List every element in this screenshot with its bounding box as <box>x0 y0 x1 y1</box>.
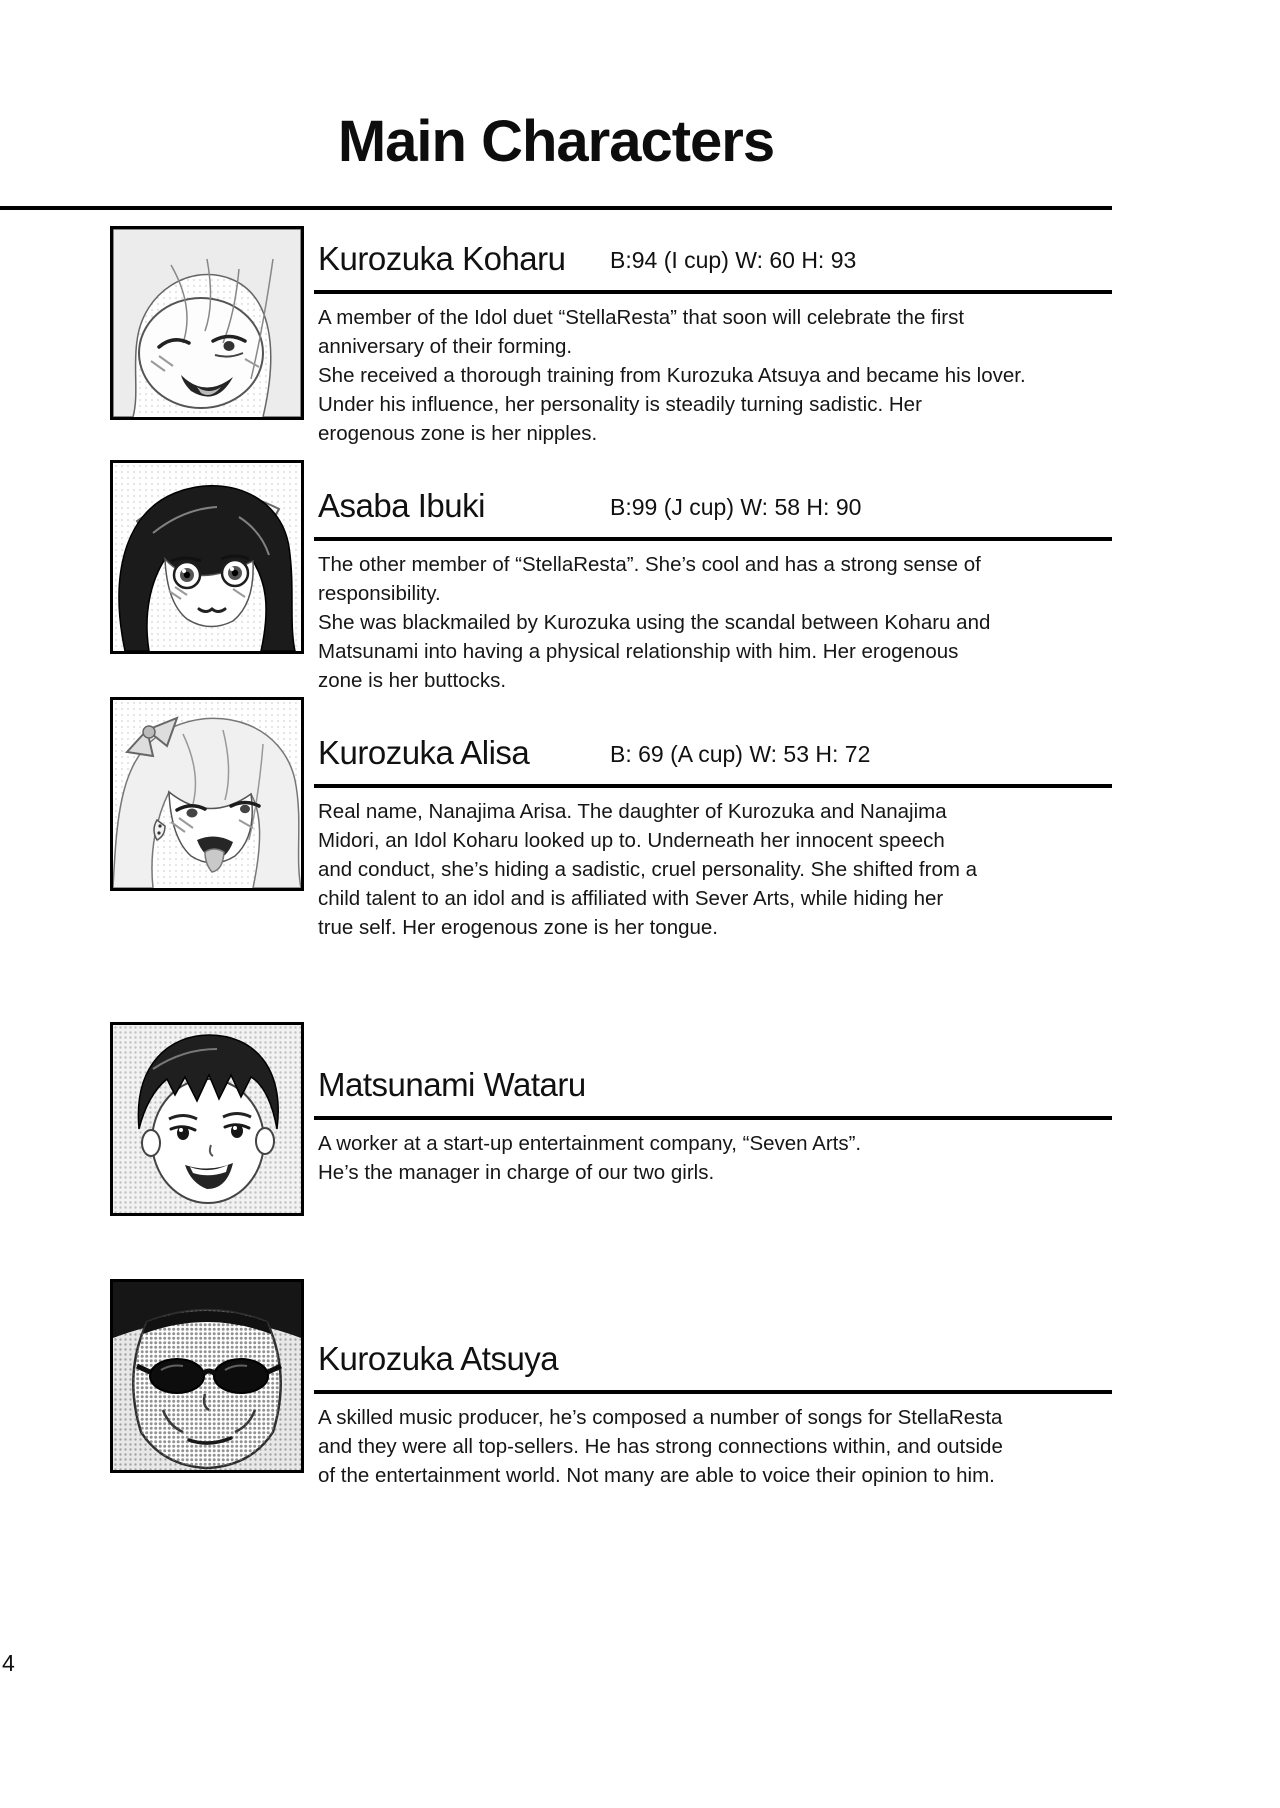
character-card-ibuki <box>110 460 1112 695</box>
character-name: Kurozuka Alisa <box>318 734 530 771</box>
atsuya-info <box>314 1279 1112 1490</box>
character-name: Matsunami Wataru <box>318 1066 586 1103</box>
character-description: A member of the Idol duet “StellaResta” that soon will celebrate the first anniversary of their forming. She received a thorough training from Kurozuka Atsuya and became his lover. Under his influence, her personality is steadily turning sadistic. Her erogenous zone is her nipples. <box>318 306 1026 445</box>
alisa-name-line <box>318 734 1112 772</box>
character-card-koharu <box>110 226 1112 448</box>
atsuya-name-line <box>318 1340 1112 1378</box>
ibuki-portrait-image <box>113 463 301 651</box>
page-number: 4 <box>2 1650 15 1676</box>
alisa-portrait-image <box>113 700 301 888</box>
character-name: Kurozuka Koharu <box>318 240 566 277</box>
wataru-portrait-image <box>113 1025 301 1213</box>
ibuki-info <box>314 460 1112 695</box>
character-measurements: B: 69 (A cup) W: 53 H: 72 <box>610 741 871 767</box>
wataru-portrait-frame <box>110 1022 304 1216</box>
ibuki-name-line <box>318 487 1112 525</box>
character-description: A worker at a start-up entertainment company, “Seven Arts”. He’s the manager in charge of our two girls. <box>318 1132 862 1184</box>
name-underline <box>314 1390 1112 1394</box>
ibuki-portrait-frame <box>110 460 304 654</box>
character-measurements: B:94 (I cup) W: 60 H: 93 <box>610 247 857 273</box>
name-underline <box>314 1116 1112 1120</box>
name-underline <box>314 290 1112 294</box>
character-name: Asaba Ibuki <box>318 487 485 524</box>
wataru-name-line <box>318 1066 1112 1104</box>
wataru-info <box>314 1022 1112 1187</box>
character-description: Real name, Nanajima Arisa. The daughter of Kurozuka and Nanajima Midori, an Idol Koharu looked up to. Underneath her innocent speech and conduct, she’s hiding a sadistic, cruel personality. She shifted from a child talent to an idol and is affiliated with Sever Arts, while hiding her true self. Her erogenous zone is her tongue. <box>318 800 978 939</box>
title-divider <box>0 206 1112 210</box>
character-measurements: B:99 (J cup) W: 58 H: 90 <box>610 494 862 520</box>
page-title: Main Characters <box>337 109 775 174</box>
character-description: A skilled music producer, he’s composed a number of songs for StellaResta and they were all top-sellers. He has strong connections within, and outside of the entertainment world. Not many are able to voice their opinion to him. <box>318 1406 1003 1487</box>
character-card-wataru <box>110 1022 1112 1216</box>
koharu-portrait-image <box>113 229 301 417</box>
atsuya-portrait-frame <box>110 1279 304 1473</box>
name-underline <box>314 784 1112 788</box>
atsuya-portrait-image <box>113 1282 301 1470</box>
alisa-info <box>314 697 1112 942</box>
character-description: The other member of “StellaResta”. She’s cool and has a strong sense of responsibility. She was blackmailed by Kurozuka using the scandal between Koharu and Matsunami into having a physical relationship with him. Her erogenous zone is her buttocks. <box>318 553 991 692</box>
name-underline <box>314 537 1112 541</box>
koharu-info <box>314 226 1112 448</box>
character-name: Kurozuka Atsuya <box>318 1340 559 1377</box>
koharu-portrait-frame <box>110 226 304 420</box>
koharu-name-line <box>318 240 1112 278</box>
character-card-atsuya <box>110 1279 1112 1490</box>
character-card-alisa <box>110 697 1112 942</box>
alisa-portrait-frame <box>110 697 304 891</box>
